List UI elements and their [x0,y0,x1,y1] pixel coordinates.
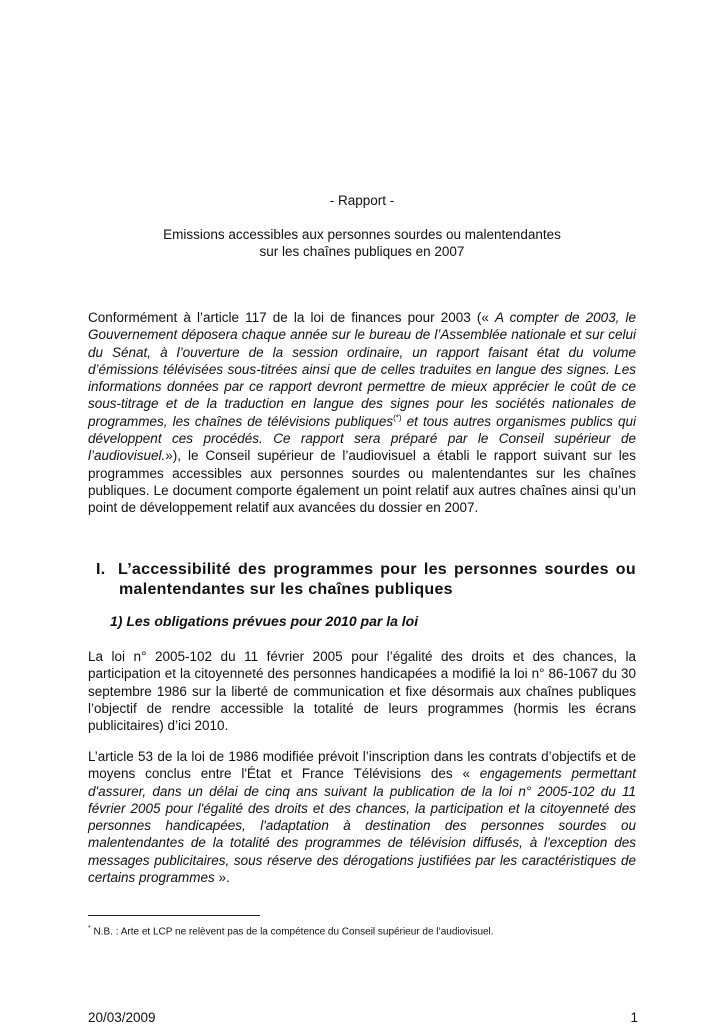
section-title-word: pour [380,561,417,578]
intro-quote-part-1: A compter de 2003, le Gouvernement déposera chaque année sur le bureau de l’Assemblée nationale et sur celui du Sénat, à l’ouverture de la session ordinaire, un rapport faisant état du volume d’émissions télévisées sous-titrées ainsi que de celles traduites en langue des signes. Les informations données par ce rapport devront permettre de mieux apprécier le coût de ce sous-titrage et de la traduction en langue des signes pour les sociétés nationales de programmes, les chaînes de télévisions publiques [88,310,636,429]
section-heading [96,560,636,600]
report-subtitle-line-2: sur les chaînes publiques en 2007 [259,244,465,259]
section-title-word: L’accessibilité [118,561,232,578]
body-paragraph-2 [88,748,636,886]
footer-date: 20/03/2009 [88,1010,156,1025]
report-subtitle-line-1: Emissions accessibles aux personnes sourdes ou malentendantes [163,227,561,242]
body-paragraph-1: La loi n° 2005-102 du 11 février 2005 pour l’égalité des droits et des chances, la participation et la citoyenneté des personnes handicapées a modifié la loi n° 86-1067 du 30 septembre 1986 sur la liberté de communication et fixe désormais aux chaînes publiques l’objectif de rendre accessible la totalité de leurs programmes (hormis les écrans publicitaires) d’ici 2010. [88,649,636,734]
section-title-word: ou [615,561,636,578]
section-heading-line-1 [96,560,636,580]
section-title-line-2: malentendantes sur les chaînes publiques [119,581,453,598]
page-number: 1 [630,1010,638,1025]
section-title-word: des [237,561,267,578]
footnote-text: N.B. : Arte et LCP ne relèvent pas de la compétence du Conseil supérieur de l’audiovisuel. [90,926,494,938]
report-label: - Rapport - [329,193,395,208]
paragraph-2-tail: ». [214,870,230,886]
section-title-word: les [423,561,448,578]
section-title-word: personnes [453,561,538,578]
section-title-word: sourdes [544,561,609,578]
intro-tail: »), le Conseil supérieur de l’audiovisuel a établi le rapport suivant sur les programmes accessibles aux personnes sourdes ou malentendantes sur les chaînes publiques. Le document comporte également un point relatif aux autres chaînes ainsi qu’un point de développement relatif aux avancées du dossier en 2007. [88,448,636,516]
subsection-heading: 1) Les obligations prévues pour 2010 par la loi [110,613,419,629]
footnote [88,922,494,938]
paragraph-2-lead: L’article 53 de la loi de 1986 modifiée prévoit l’inscription dans les contrats d’objectifs et de moyens conclus entre l'État et France Télévisions des « [88,749,636,782]
section-number-and-first-word [96,560,231,580]
footnote-separator [88,915,260,916]
section-title-word: programmes [273,561,374,578]
intro-lead: Conformément à l’article 117 de la loi de finances pour 2003 (« [88,310,495,325]
intro-paragraph [88,309,636,517]
footnote-reference: (*) [393,413,402,423]
section-number: I. [96,561,106,578]
paragraph-2-quote: engagements permettant d'assurer, dans un délai de cinq ans suivant la publication de la loi n° 2005-102 du 11 février 2005 pour l'égalité des droits et des chances, la participation et la citoyenneté des personnes handicapées, l'adaptation à destination des personnes sourdes ou malentendantes de la totalité des programmes de télévision diffusés, à l'exception des messages publicitaires, sous réserve des dérogations justifiées par les caractéristiques de certains programmes [88,766,636,886]
report-subtitle [88,226,636,260]
footnote-mark: * [88,925,91,932]
intro-quote-part-2: et tous autres organismes publics qui développent ces procédés. Ce rapport sera préparé par le Conseil supérieur de l’audiovisuel. [88,413,636,464]
